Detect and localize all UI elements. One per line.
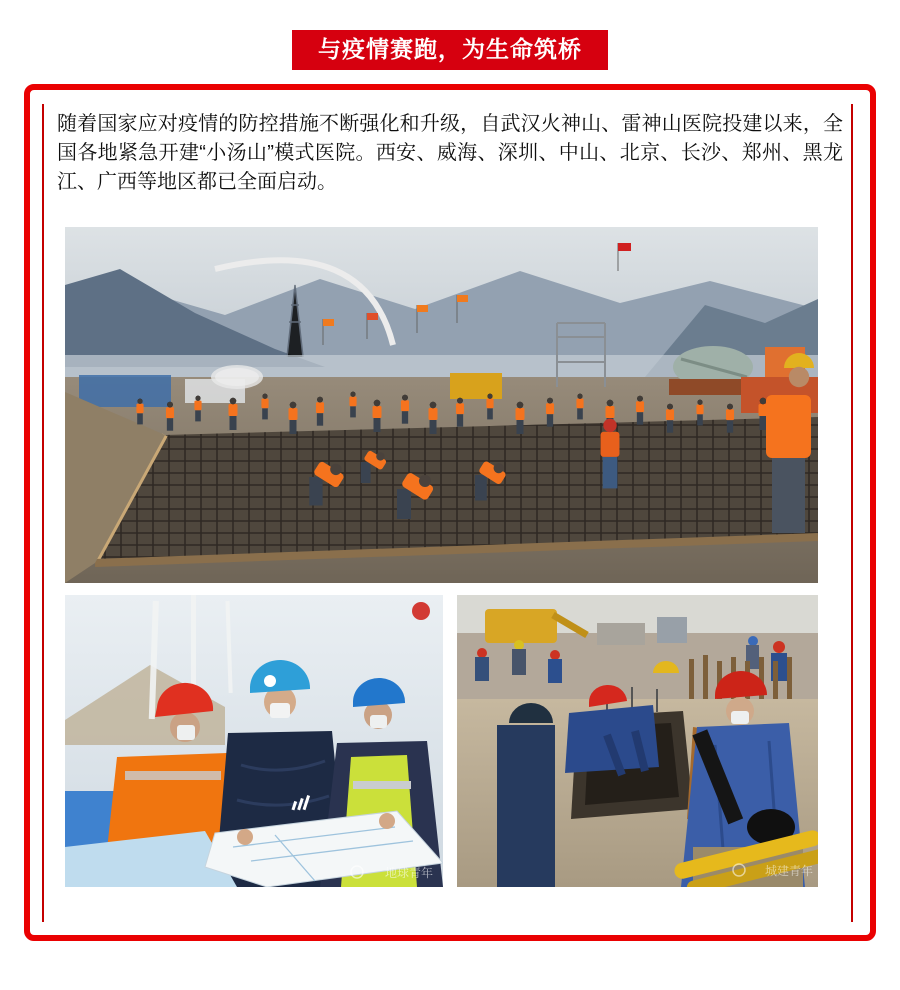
watermark-text: 城建青年: [764, 864, 813, 878]
inner-rule-right: [851, 104, 853, 922]
photo-construction-site[interactable]: [65, 227, 818, 583]
red-flag: [412, 602, 430, 620]
article-frame: [24, 84, 876, 941]
page-title-banner: [292, 30, 608, 70]
photo-group: [65, 227, 818, 887]
watermark-text: 地球青年: [384, 866, 433, 880]
formwork-workers-illustration: [457, 595, 818, 887]
worker-far-left: [497, 703, 555, 887]
steam-puff: [215, 368, 259, 386]
page-title: 与疫情赛跑，为生命筑桥: [318, 36, 582, 62]
blueprint-discussion-illustration: [65, 595, 443, 887]
inner-rule-left: [42, 104, 44, 922]
construction-site-illustration: [65, 227, 818, 583]
photo-row: [65, 595, 818, 887]
photo-formwork-workers[interactable]: [457, 595, 818, 887]
article-paragraph: 随着国家应对疫情的防控措施不断强化和升级，自武汉火神山、雷神山医院投建以来，全国各地紧急开建“小汤山”模式医院。西安、威海、深圳、中山、北京、长沙、郑州、黑龙江、广西等地区都已全面启动。: [57, 113, 843, 193]
photo-blueprint-discussion[interactable]: [65, 595, 443, 887]
rebar-slab: [95, 417, 818, 563]
